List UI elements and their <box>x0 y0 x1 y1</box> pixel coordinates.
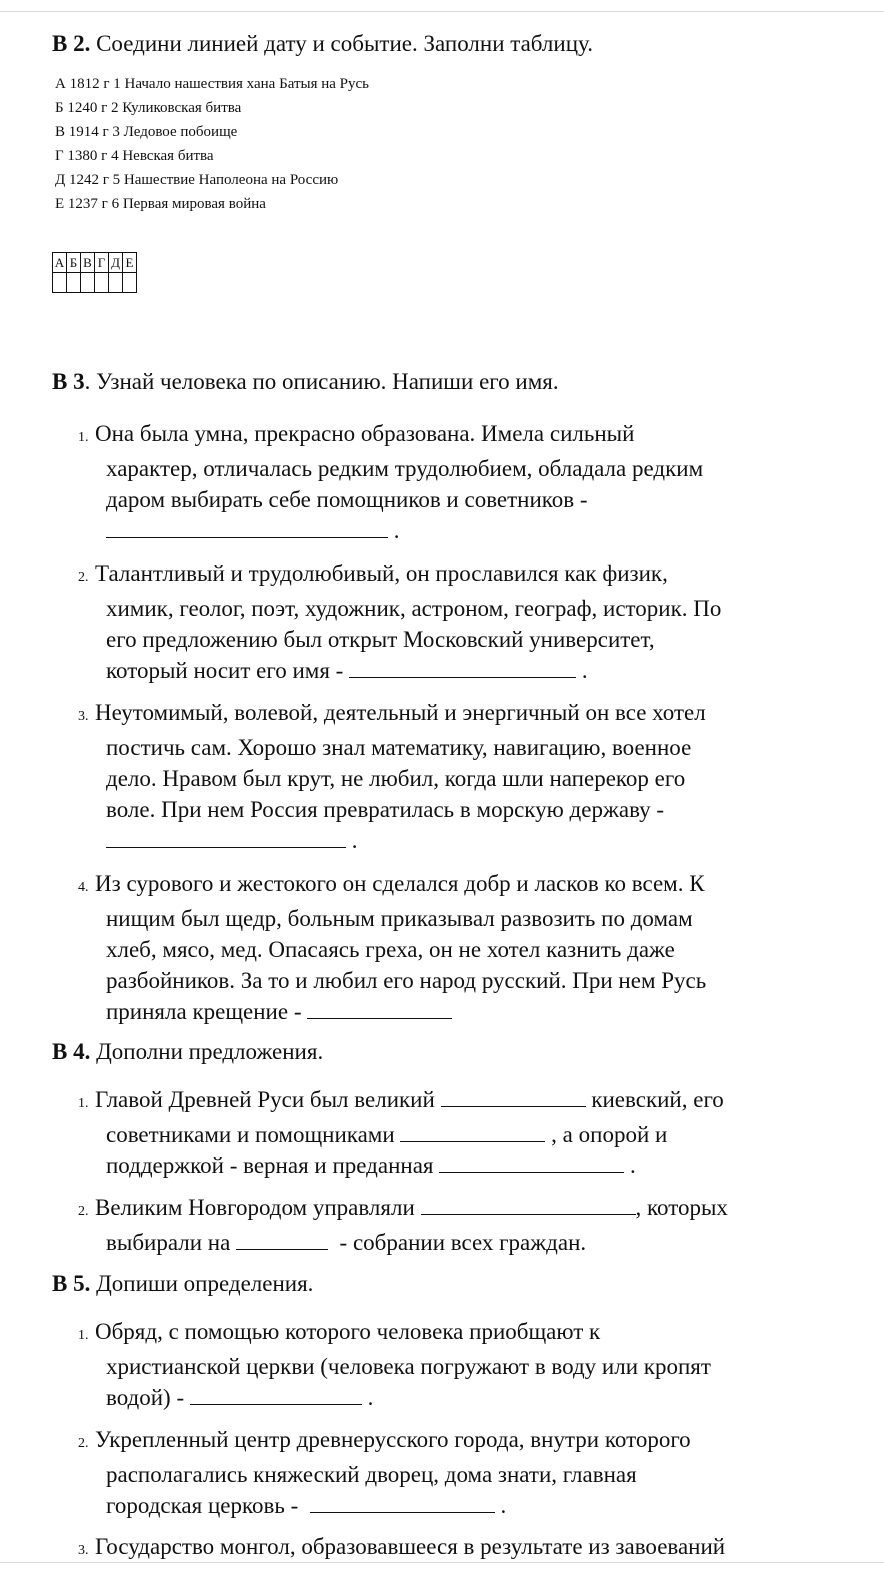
period: . <box>500 1493 507 1518</box>
list-item <box>78 1531 725 1566</box>
item-number: 3. <box>78 1543 89 1558</box>
answer-cell[interactable] <box>95 273 109 293</box>
answer-table <box>52 252 137 293</box>
answer-blank[interactable] <box>349 657 576 678</box>
answer-cell[interactable] <box>81 273 95 293</box>
answer-table-header-row <box>53 253 137 273</box>
period: . <box>581 658 588 683</box>
item-text: Укрепленный центр древнерусского города, внутри которого <box>95 1427 691 1452</box>
answer-blank[interactable] <box>310 1492 495 1513</box>
task-b4-label: В 4. <box>52 1039 91 1064</box>
item-number: 4. <box>78 880 89 895</box>
answer-table-letter: В <box>81 253 95 273</box>
item-text: Обряд, с помощью которого человека приобщают к <box>95 1319 601 1344</box>
item-text: дело. Нравом был крут, не любил, когда шли наперекор его <box>106 766 686 791</box>
answer-blank[interactable] <box>236 1229 328 1250</box>
item-text: поддержкой - верная и преданная <box>106 1153 434 1178</box>
item-text: хлеб, мясо, мед. Опасаясь греха, он не хотел казнить даже <box>106 937 675 962</box>
item-text: Великим Новгородом управляли <box>95 1195 415 1220</box>
item-number: 2. <box>78 1436 89 1451</box>
period: . <box>367 1385 374 1410</box>
item-text: городская церковь - <box>106 1493 299 1518</box>
answer-blank[interactable] <box>400 1121 545 1142</box>
period: . <box>393 518 400 543</box>
answer-cell[interactable] <box>53 273 67 293</box>
item-text: , которых <box>635 1195 728 1220</box>
pair-line: Г 1380 г 4 Невская битва <box>55 148 214 164</box>
list-item <box>78 1084 724 1181</box>
answer-table-letter: А <box>53 253 67 273</box>
item-text: располагались княжеский дворец, дома знати, главная <box>106 1462 637 1487</box>
period: . <box>351 828 358 853</box>
task-b5-heading <box>52 1270 313 1298</box>
item-text: христианской церкви (человека погружают в воду или кропят <box>106 1354 711 1379</box>
item-text: который носит его имя - <box>106 658 344 683</box>
task-b5-label: В 5. <box>52 1271 91 1296</box>
item-text: воле. При нем Россия превратилась в морскую державу - <box>106 797 665 822</box>
item-text: водой) - <box>106 1385 185 1410</box>
answer-cell[interactable] <box>109 273 123 293</box>
item-text: , а опорой и <box>551 1122 668 1147</box>
item-number: 1. <box>78 430 89 445</box>
item-text: Государство монгол, образовавшееся в результате из завоеваний <box>95 1534 726 1559</box>
list-item <box>78 418 703 546</box>
answer-blank[interactable] <box>307 998 452 1019</box>
top-divider <box>0 11 884 12</box>
item-text: советниками и помощниками <box>106 1122 395 1147</box>
item-text: приняла крещение - <box>106 999 302 1024</box>
item-text: нищим был щедр, больным приказывал развозить по домам <box>106 906 693 931</box>
item-text: даром выбирать себе помощников и советников - <box>106 487 588 512</box>
item-text: - собрании всех граждан. <box>339 1230 587 1255</box>
item-number: 2. <box>78 1204 89 1219</box>
item-text: характер, отличалась редким трудолюбием, обладала редким <box>106 456 704 481</box>
item-text: Талантливый и трудолюбивый, он прославился как физик, <box>95 561 668 586</box>
answer-blank[interactable] <box>421 1194 636 1215</box>
item-text: Она была умна, прекрасно образована. Имела сильный <box>95 421 635 446</box>
item-text: химик, геолог, поэт, художник, астроном, географ, историк. По <box>106 596 722 621</box>
answer-table-letter: Б <box>67 253 81 273</box>
item-number: 1. <box>78 1328 89 1343</box>
answer-table-letter: Д <box>109 253 123 273</box>
list-item <box>78 1424 691 1521</box>
task-b3-instruction: . Узнай человека по описанию. Напиши его имя. <box>84 369 559 394</box>
pair-line: Е 1237 г 6 Первая мировая война <box>55 196 266 212</box>
item-text: Главой Древней Руси был великий <box>95 1087 435 1112</box>
item-text: выбирали на <box>106 1230 231 1255</box>
list-item <box>78 868 706 1027</box>
list-item <box>78 697 706 856</box>
item-number: 3. <box>78 709 89 724</box>
pair-line: А 1812 г 1 Начало нашествия хана Батыя на Русь <box>55 76 370 92</box>
item-number: 2. <box>78 570 89 585</box>
list-item <box>78 1316 711 1413</box>
task-b3-heading <box>52 368 559 396</box>
list-item <box>78 558 721 686</box>
task-b4-heading <box>52 1038 323 1066</box>
answer-blank[interactable] <box>190 1384 362 1405</box>
answer-blank[interactable] <box>106 517 388 538</box>
item-text: постичь сам. Хорошо знал математику, навигацию, военное <box>106 735 692 760</box>
item-number: 1. <box>78 1096 89 1111</box>
answer-cell[interactable] <box>123 273 137 293</box>
pair-line: В 1914 г 3 Ледовое побоище <box>55 124 238 140</box>
answer-blank[interactable] <box>439 1152 624 1173</box>
answer-blank[interactable] <box>441 1086 586 1107</box>
task-b3-label: В 3 <box>52 369 85 394</box>
item-text: Из сурового и жестокого он сделался добр и ласков ко всем. К <box>95 871 705 896</box>
pair-line: Д 1242 г 5 Нашествие Наполеона на Россию <box>55 172 339 188</box>
period: . <box>630 1153 636 1178</box>
answer-table-letter: Г <box>95 253 109 273</box>
task-b5-instruction: Допиши определения. <box>90 1271 314 1296</box>
item-text: разбойников. За то и любил его народ русский. При нем Русь <box>106 968 707 993</box>
bottom-divider <box>0 1562 884 1563</box>
list-item <box>78 1192 728 1258</box>
answer-blank[interactable] <box>106 827 346 848</box>
item-text: Неутомимый, волевой, деятельный и энергичный он все хотел <box>95 700 706 725</box>
pair-line: Б 1240 г 2 Куликовская битва <box>55 100 242 116</box>
answer-table-letter: Е <box>123 253 137 273</box>
task-b4-instruction: Дополни предложения. <box>90 1039 324 1064</box>
task-b2-instruction: Соедини линией дату и событие. Заполни таблицу. <box>90 31 593 56</box>
answer-table-input-row <box>53 273 137 293</box>
item-text: его предложению был открыт Московский университет, <box>106 627 655 652</box>
item-text: киевский, его <box>591 1087 724 1112</box>
answer-cell[interactable] <box>67 273 81 293</box>
task-b2-heading <box>52 30 593 58</box>
task-b2-label: В 2. <box>52 31 91 56</box>
